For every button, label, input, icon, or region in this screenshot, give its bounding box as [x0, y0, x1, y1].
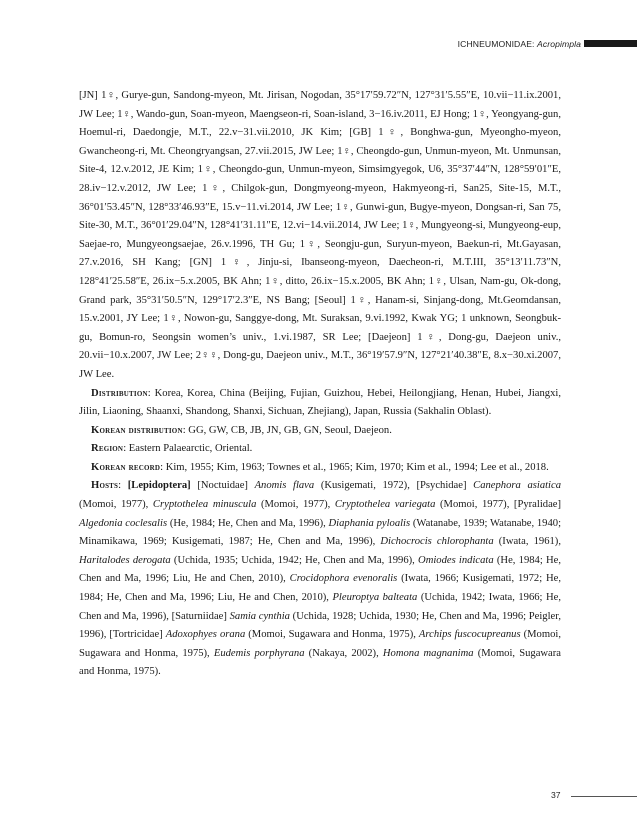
header-bar — [584, 40, 637, 47]
hosts-text-segment: (Kusigemati, 1972), [Psychidae] — [314, 480, 474, 492]
hosts-text-segment: [Lepidoptera] — [127, 480, 191, 492]
host-species-name: Crocidophora evenoralis — [289, 573, 398, 585]
hosts-text-segment: (Momoi, 1977), — [256, 499, 335, 511]
host-species-name: Diaphania pyloalis — [328, 517, 411, 529]
hosts-text-segment: (Momoi, Sugawara and Honma, 1975), — [245, 629, 419, 641]
hosts-text-segment: (Uchida, 1928; Uchida, 1930; He, Chen and Ma, 1996; Peigler, 1996), [Tortricidae] — [79, 610, 562, 641]
hosts-text-segment: (He, 1984; He, Chen and Ma, 1996; Liu, He and Chen, 2010), — [79, 554, 562, 585]
page-number: 37 — [551, 790, 561, 800]
host-species-name: Eudemis porphyrana — [213, 647, 305, 659]
hosts-text-segment: (Watanabe, 1939; Watanabe, 1940; Minamikawa, 1969; Kusigemati, 1987; He, Chen and Ma, 1996), — [79, 517, 562, 548]
hosts-text-segment: (Momoi, Sugawara and Honma, 1975), — [79, 629, 561, 659]
hosts-text-segment: (Iwata, 1966; Kusigemati, 1972; He, 1984; He, Chen and Ma, 1996; Liu, He and Chen, 2010), — [79, 573, 561, 604]
hosts-paragraph — [79, 477, 561, 682]
host-species-name: Cryptothelea variegata — [334, 499, 436, 511]
host-species-name: Canephora asiatica — [473, 480, 561, 492]
host-species-name: Omiodes indicata — [418, 554, 494, 566]
host-species-name: Samia cynthia — [229, 610, 290, 622]
region-label: Region — [91, 443, 124, 455]
hosts-text-segment: (Momoi, 1977), — [79, 499, 153, 511]
distribution-label: Distribution — [91, 387, 148, 399]
hosts-text-segment: (Momoi, Sugawara and Honma, 1975). — [79, 647, 561, 678]
korean-distribution-paragraph — [79, 422, 561, 441]
hosts-text-segment: (Momoi, 1977), [Pyralidae] — [435, 499, 561, 511]
hosts-text-segment: : — [118, 480, 128, 492]
host-species-name: Archips fuscocupreanus — [418, 629, 521, 641]
host-species-name: Cryptothelea minuscula — [152, 499, 257, 511]
host-species-name: Adoxophyes orana — [165, 629, 246, 641]
header-genus: Acropimpla — [537, 39, 581, 49]
korean-record-label: Korean record — [91, 461, 161, 473]
host-species-name: Homona magnanima — [382, 647, 474, 659]
host-species-name: Algedonia coclesalis — [79, 517, 168, 529]
korean-record-paragraph — [79, 459, 561, 478]
hosts-text-segment: (Iwata, 1961), — [493, 536, 561, 548]
region-text: : Eastern Palaearctic, Oriental. — [123, 443, 253, 455]
korean-distribution-label: Korean distribution — [91, 424, 183, 436]
distribution-paragraph — [79, 385, 561, 422]
hosts-text-segment: (Uchida, 1935; Uchida, 1942; He, Chen and Ma, 1996), — [170, 554, 419, 566]
korean-record-text: : Kim, 1955; Kim, 1963; Townes et al., 1965; Kim, 1970; Kim et al., 1994; Lee et al., 2018. — [160, 461, 549, 473]
header-family: ICHNEUMONIDAE: — [457, 39, 537, 49]
hosts-text-segment: (He, 1984; He, Chen and Ma, 1996), — [167, 517, 329, 529]
korean-distribution-text: : GG, GW, CB, JB, JN, GB, GN, Seoul, Daejeon. — [182, 424, 392, 436]
host-species-name: Anomis flava — [254, 480, 315, 492]
hosts-text-segment: (Uchida, 1942; Iwata, 1966; He, Chen and Ma, 1996), [Saturniidae] — [79, 592, 561, 622]
host-species-name: Dichocrocis chlorophanta — [380, 536, 494, 548]
footer-rule — [571, 796, 637, 797]
material-records: [JN] 1♀, Gurye-gun, Sandong-myeon, Mt. Jirisan, Nogodan, 35°17′59.72″N, 127°31′5.55″E, 10.vii−11.ix.2001, JW Lee; 1♀, Wando-gun, Soan-myeon, Maengseon-ri, Soan-island, 3−16.iv.2011, EJ Hong; 1♀, Yeongyang-gun, Hoemul-ri, Daedongje, M.T., 22.v−31.vii.2010, JK Kim; [GB] 1♀, Bonghwa-gun, Myeongho-myeon, Gwancheong-ri, Mt. Cheongryangsan, 27.vii.2015, JW Lee; 1♀, Cheongdo-gun, Unmun-myeon, Mt. Unmunsan, Site-4, 12.v.2012, JE Kim; 1♀, Cheongdo-gun, Unmun-myeon, Simsimgyegok, U6, 35°37′44″N, 128°59′01″E, 28.iv−12.v.2012, JW Lee; 1♀, Chilgok-gun, Dongmyeong-myeon, Hakmyeong-ri, San25, Site-15, M.T., 36°01′53.45″N, 128°33′46.93″E, 15.v−11.vi.2014, JW Lee; 1♀, Gunwi-gun, Bugye-myeon, Dongsan-ri, San 75, Site-30, M.T., 36°01′29.04″N, 128°41′31.11″E, 12.vi−14.vii.2014, JW Lee; 1♀, Mungyeong-si, Mungyeong-eup, Saejae-ro, Mungyeongsaejae, 26.v.1996, TH Gu; 1♀, Seongju-gun, Suryun-myeon, Baekun-ri, Mt.Gayasan, 27.v.2016, SH Kang; [GN] 1♀, Jinju-si, Ibanseong-myeon, Daecheon-ri, M.T.III, 35°13′11.73″N, 128°41′25.58″E, 26.ix−5.x.2005, BK Ahn; 1♀, ditto, 26.ix−15.x.2005, BK Ahn; 1♀, Ulsan, Nam-gu, Ok-dong, Grand park, 35°31′50.5″N, 129°17′2.3″E, NS Bang; [Seoul] 1♀, Hanam-si, Sinjang-dong, Mt.Geomdansan, 15.v.2001, JY Lee; 1♀, Nowon-gu, Sanggye-dong, Mt. Suraksan, 9.vi.1992, Kwak YG; 1 unknown, Seongbuk-gu, Bomun-ro, Seongsin women’s univ., 1.vi.1987, SR Lee; [Daejeon] 1♀, Dong-gu, Daejeon univ., 20.vii−10.x.2007, JW Lee; 2♀♀, Dong-gu, Daejeon univ., M.T., 36°19′57.9″N, 127°21′40.38″E, 8.x−30.xi.2007, JW Lee. — [79, 90, 561, 380]
distribution-text: : Korea, Korea, China (Beijing, Fujian, Guizhou, Hebei, Heilongjiang, Henan, Hubei, Jiangxi, Jilin, Liaoning, Shaanxi, Shandong, Shanxi, Sichuan, Zhejiang), Japan, Russia (Sakhalin Oblast). — [79, 387, 561, 418]
hosts-label: Hosts — [91, 480, 119, 492]
running-header-text — [458, 39, 581, 49]
running-header — [0, 40, 637, 52]
hosts-text-segment: (Nakaya, 2002), — [304, 647, 383, 659]
main-text — [79, 87, 561, 682]
host-species-name: Haritalodes derogata — [79, 554, 171, 566]
hosts-text-segment: [Noctuidae] — [190, 480, 255, 492]
region-paragraph — [79, 440, 561, 459]
host-species-name: Pleuroptya balteata — [332, 592, 418, 604]
